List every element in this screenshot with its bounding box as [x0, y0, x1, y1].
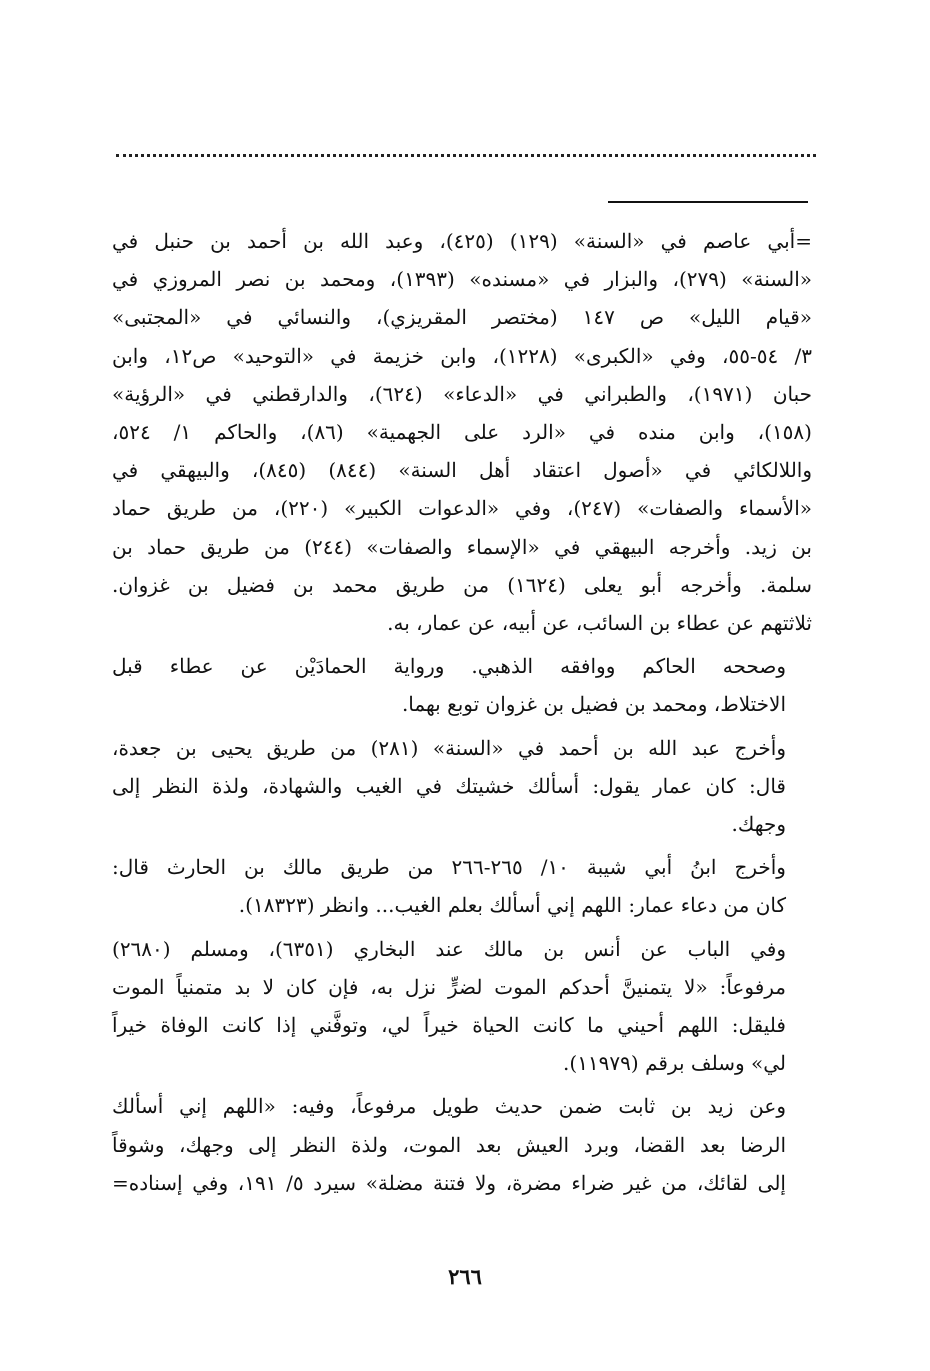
text-line: حبان (١٩٧١)، والطبراني في «الدعاء» (٦٢٤)، والدارقطني في «الرؤية»: [112, 381, 812, 406]
footnote-paragraph-5: [112, 930, 812, 1083]
text-line: بن زيد. وأخرجه البيهقي في «الإسماء والصفات» (٢٤٤) من طريق حماد بن: [112, 534, 812, 559]
text-line: وفي الباب عن أنس بن مالك عند البخاري (٦٣٥١)، ومسلم (٢٦٨٠): [112, 936, 787, 961]
text-line: وأخرج عبد الله بن أحمد في «السنة» (٢٨١) من طريق يحيى بن جعدة،: [112, 735, 786, 760]
text-line: وجهك.: [731, 812, 786, 837]
footnote-paragraph-4: [112, 848, 812, 924]
text-line: كان من دعاء عمار: اللهم إني أسألك بعلم الغيب... وانظر (١٨٣٢٣).: [238, 893, 786, 918]
text-line: الرضا بعد القضا، وبرد العيش بعد الموت، ولذة النظر إلى وجهك، وشوقاً: [112, 1132, 786, 1157]
text-line: مرفوعاً: «لا يتمنينَّ أحدكم الموت لضرٍّ نزل به، فإن كان لا بد متمنياً الموت: [112, 974, 786, 999]
text-line: الاختلاط، ومحمد بن فضيل بن غزوان توبع بهما.: [401, 692, 786, 717]
text-line: «قيام الليل» ص ١٤٧ (مختصر المقريزي)، والنسائي في «المجتبى»: [112, 305, 813, 330]
text-line: فليقل: اللهم أحيني ما كانت الحياة خيراً لي، وتوفَّني إذا كانت الوفاة خيراً: [112, 1013, 786, 1038]
text-line: «الأسماء والصفات» (٢٤٧)، وفي «الدعوات الكبير» (٢٢٠)، من طريق حماد: [112, 496, 812, 521]
text-line: (١٥٨)، وابن منده في «الرد على الجهمية» (٨٦)، والحاكم ١/ ٥٢٤،: [112, 420, 812, 445]
text-line: قال: كان عمار يقول: أسألك خشيتك في الغيب والشهادة، ولذة النظر إلى: [112, 773, 786, 798]
text-line: لي» وسلف برقم (١١٩٧٩).: [563, 1051, 786, 1076]
dotted-separator: [116, 154, 816, 157]
text-line: وصححه الحاكم ووافقه الذهبي. ورواية الحمادَيْن عن عطاء قبل: [112, 654, 786, 679]
footnote-paragraph-6: [112, 1087, 812, 1202]
text-line: سلمة. وأخرجه أبو يعلى (١٦٢٤) من طريق محمد بن فضيل بن غزوان.: [112, 572, 812, 597]
footnote-paragraph-3: [112, 729, 812, 844]
footnote-separator-line: [608, 201, 808, 203]
text-line: «السنة» (٢٧٩)، والبزار في «مسنده» (١٣٩٣)، ومحمد بن نصر المروزي في: [112, 267, 812, 292]
text-line: وعن زيد بن ثابت ضمن حديث طويل مرفوعاً، وفيه: «اللهم إني أسألك: [112, 1094, 786, 1119]
text-line: وأخرج ابنُ أبي شيبة ١٠/ ٢٦٥-٢٦٦ من طريق مالك بن الحارث قال:: [112, 855, 786, 880]
text-line: ٣/ ٥٤-٥٥، وفي «الكبرى» (١٢٢٨)، وابن خزيمة في «التوحيد» ص١٢، وابن: [112, 343, 812, 368]
footnote-paragraph-2: [112, 647, 812, 723]
footnote-paragraph-1: [112, 222, 812, 642]
text-line: ثلاثتهم عن عطاء بن السائب، عن أبيه، عن عمار، به.: [387, 611, 812, 636]
text-line: واللالكائي في «أصول اعتقاد أهل السنة» (٨٤٤) (٨٤٥)، والبيهقي في: [112, 458, 813, 483]
footnote-text: [112, 222, 812, 1207]
page-number: ٢٦٦: [448, 1264, 482, 1289]
text-line: =أبي عاصم في «السنة» (١٢٩) (٤٢٥)، وعبد الله بن أحمد بن حنبل في: [112, 229, 812, 253]
text-line: إلى لقائك، من غير ضراء مضرة، ولا فتنة مضلة» سيرد ٥/ ١٩١، وفي إسناده=: [112, 1170, 786, 1195]
